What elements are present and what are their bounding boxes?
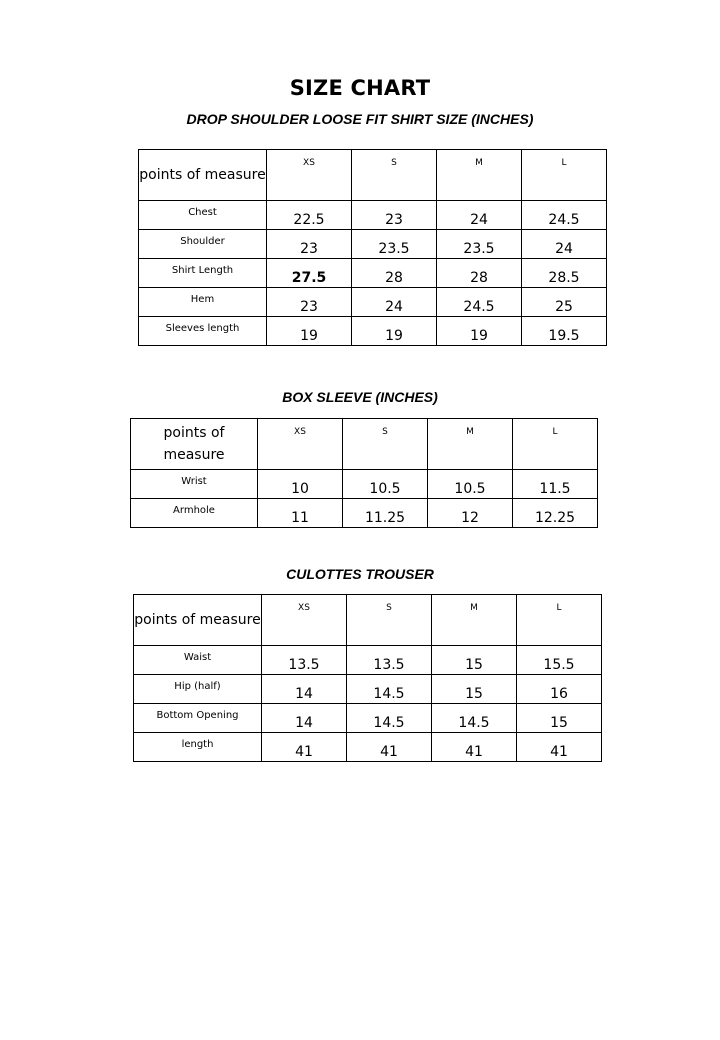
table-row	[139, 230, 607, 259]
size-header-m: M	[437, 150, 522, 201]
cell-value: 23.5	[352, 230, 437, 259]
size-header-m: M	[428, 419, 513, 470]
row-label: Hip (half)	[134, 675, 262, 704]
cell-value: 15.5	[517, 646, 602, 675]
culottes-section-heading: CULOTTES TROUSER	[286, 566, 434, 582]
cell-value: 24	[437, 201, 522, 230]
size-header-m: M	[432, 595, 517, 646]
table-row	[134, 704, 602, 733]
cell-value: 15	[432, 675, 517, 704]
table-row	[131, 470, 598, 499]
row-label: Shoulder	[139, 230, 267, 259]
points-of-measure-label: points of measure	[139, 150, 267, 201]
row-label: Armhole	[131, 499, 258, 528]
cell-value: 12.25	[513, 499, 598, 528]
cell-value: 12	[428, 499, 513, 528]
table-header-row	[139, 150, 607, 201]
cell-value: 25	[522, 288, 607, 317]
table-header-row	[134, 595, 602, 646]
cell-value: 27.5	[267, 259, 352, 288]
table-row	[139, 317, 607, 346]
table-header-row	[131, 419, 598, 470]
cell-value: 10	[258, 470, 343, 499]
cell-value: 22.5	[267, 201, 352, 230]
cell-value: 41	[347, 733, 432, 762]
cell-value: 14	[262, 704, 347, 733]
row-label: Waist	[134, 646, 262, 675]
size-header-s: S	[352, 150, 437, 201]
page-title: SIZE CHART	[289, 76, 431, 100]
cell-value: 24.5	[522, 201, 607, 230]
cell-value: 15	[517, 704, 602, 733]
table-row	[134, 733, 602, 762]
size-header-xs: XS	[262, 595, 347, 646]
cell-value: 14.5	[347, 704, 432, 733]
table-row	[139, 288, 607, 317]
cell-value: 23	[267, 288, 352, 317]
box-sleeve-section-heading: BOX SLEEVE (INCHES)	[282, 389, 438, 405]
cell-value: 11.25	[343, 499, 428, 528]
table-row	[134, 646, 602, 675]
cell-value: 10.5	[343, 470, 428, 499]
row-label: length	[134, 733, 262, 762]
cell-value: 41	[432, 733, 517, 762]
shirt-section-heading: DROP SHOULDER LOOSE FIT SHIRT SIZE (INCHES)	[186, 111, 534, 127]
points-of-measure-label: points of measure	[134, 595, 262, 646]
row-label: Chest	[139, 201, 267, 230]
cell-value: 14	[262, 675, 347, 704]
size-header-l: L	[522, 150, 607, 201]
cell-value: 19	[267, 317, 352, 346]
cell-value: 28	[437, 259, 522, 288]
points-of-measure-label: points of measure	[131, 419, 258, 470]
cell-value: 13.5	[262, 646, 347, 675]
cell-value: 11	[258, 499, 343, 528]
size-header-xs: XS	[258, 419, 343, 470]
cell-value: 41	[517, 733, 602, 762]
cell-value: 28.5	[522, 259, 607, 288]
cell-value: 28	[352, 259, 437, 288]
cell-value: 23	[267, 230, 352, 259]
cell-value: 16	[517, 675, 602, 704]
cell-value: 15	[432, 646, 517, 675]
cell-value: 14.5	[347, 675, 432, 704]
culottes-size-table	[133, 594, 602, 762]
cell-value: 23.5	[437, 230, 522, 259]
row-label: Hem	[139, 288, 267, 317]
cell-value: 24	[352, 288, 437, 317]
shirt-size-table	[138, 149, 607, 346]
row-label: Wrist	[131, 470, 258, 499]
table-row	[139, 201, 607, 230]
row-label: Sleeves length	[139, 317, 267, 346]
row-label: Bottom Opening	[134, 704, 262, 733]
cell-value: 19	[352, 317, 437, 346]
box-sleeve-size-table	[130, 418, 598, 528]
size-header-xs: XS	[267, 150, 352, 201]
cell-value: 13.5	[347, 646, 432, 675]
cell-value: 41	[262, 733, 347, 762]
table-row	[139, 259, 607, 288]
row-label: Shirt Length	[139, 259, 267, 288]
cell-value: 19.5	[522, 317, 607, 346]
size-header-l: L	[513, 419, 598, 470]
cell-value: 24.5	[437, 288, 522, 317]
table-row	[134, 675, 602, 704]
size-header-l: L	[517, 595, 602, 646]
cell-value: 24	[522, 230, 607, 259]
cell-value: 19	[437, 317, 522, 346]
size-header-s: S	[343, 419, 428, 470]
size-header-s: S	[347, 595, 432, 646]
table-row	[131, 499, 598, 528]
cell-value: 10.5	[428, 470, 513, 499]
cell-value: 11.5	[513, 470, 598, 499]
cell-value: 14.5	[432, 704, 517, 733]
cell-value: 23	[352, 201, 437, 230]
